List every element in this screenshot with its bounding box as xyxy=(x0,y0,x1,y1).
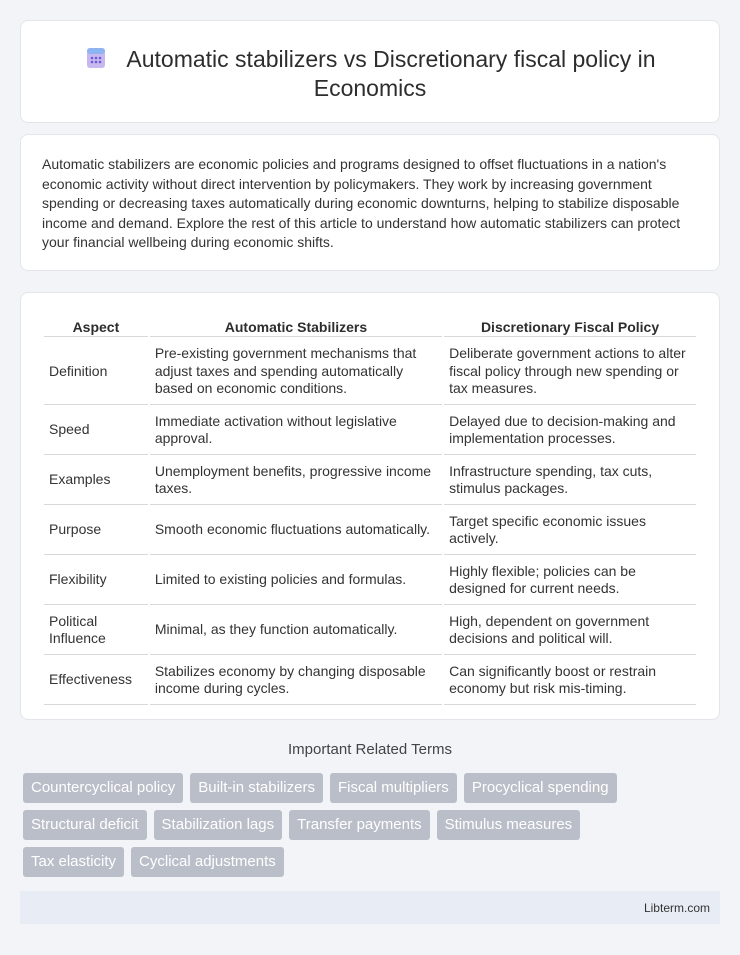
header-automatic-stabilizers: Automatic Stabilizers xyxy=(150,317,442,337)
related-terms-list xyxy=(23,773,663,877)
row-aspect: Speed xyxy=(44,407,148,455)
table-row xyxy=(44,457,696,505)
row-aspect: Flexibility xyxy=(44,557,148,605)
row-discretionary: Delayed due to decision-making and implementation processes. xyxy=(444,407,696,455)
intro-paragraph: Automatic stabilizers are economic policies and programs designed to offset fluctuations in a nation's economic activity without direct intervention by policymakers. They work by increasing government spending or decreasing taxes automatically during economic downturns, helping to stabilize disposable income and demand. Explore the rest of this article to understand how automatic stabilizers can protect your financial wellbeing during economic shifts. xyxy=(42,156,681,251)
row-aspect: Political Influence xyxy=(44,607,148,655)
table-row xyxy=(44,557,696,605)
comparison-table-card xyxy=(20,292,720,720)
document-grid-icon xyxy=(84,46,108,70)
footer-site-link[interactable]: Libterm.com xyxy=(643,901,710,915)
row-automatic: Limited to existing policies and formulas. xyxy=(150,557,442,605)
related-term-tag[interactable]: Cyclical adjustments xyxy=(131,847,284,877)
related-term-tag[interactable]: Structural deficit xyxy=(23,810,147,840)
related-term-tag[interactable]: Tax elasticity xyxy=(23,847,124,877)
row-automatic: Immediate activation without legislative approval. xyxy=(150,407,442,455)
row-aspect: Examples xyxy=(44,457,148,505)
related-term-tag[interactable]: Stabilization lags xyxy=(154,810,283,840)
row-discretionary: Target specific economic issues actively. xyxy=(444,507,696,555)
related-term-tag[interactable]: Countercyclical policy xyxy=(23,773,183,803)
title-line-2: Economics xyxy=(313,75,427,101)
intro-card xyxy=(20,134,720,271)
row-discretionary: High, dependent on government decisions and political will. xyxy=(444,607,696,655)
row-discretionary: Infrastructure spending, tax cuts, stimulus packages. xyxy=(444,457,696,505)
table-row xyxy=(44,339,696,405)
row-automatic: Pre-existing government mechanisms that adjust taxes and spending automatically based on economic conditions. xyxy=(150,339,442,405)
row-discretionary: Can significantly boost or restrain economy but risk mis-timing. xyxy=(444,657,696,705)
related-term-tag[interactable]: Transfer payments xyxy=(289,810,430,840)
row-automatic: Stabilizes economy by changing disposable income during cycles. xyxy=(150,657,442,705)
row-automatic: Smooth economic fluctuations automatically. xyxy=(150,507,442,555)
row-discretionary: Deliberate government actions to alter fiscal policy through new spending or tax measures. xyxy=(444,339,696,405)
table-row xyxy=(44,607,696,655)
row-aspect: Purpose xyxy=(44,507,148,555)
row-automatic: Unemployment benefits, progressive income taxes. xyxy=(150,457,442,505)
related-terms-heading: Important Related Terms xyxy=(288,741,452,758)
row-aspect: Definition xyxy=(44,339,148,405)
related-term-tag[interactable]: Stimulus measures xyxy=(437,810,581,840)
row-discretionary: Highly flexible; policies can be designed for current needs. xyxy=(444,557,696,605)
title-line-1: Automatic stabilizers vs Discretionary fiscal policy in xyxy=(126,46,656,72)
row-automatic: Minimal, as they function automatically. xyxy=(150,607,442,655)
table-header-row xyxy=(44,317,696,337)
page-title xyxy=(21,45,719,103)
table-row xyxy=(44,507,696,555)
related-term-tag[interactable]: Procyclical spending xyxy=(464,773,617,803)
header-discretionary-fiscal-policy: Discretionary Fiscal Policy xyxy=(444,317,696,337)
table-row xyxy=(44,657,696,705)
table-row xyxy=(44,407,696,455)
footer xyxy=(20,891,720,924)
row-aspect: Effectiveness xyxy=(44,657,148,705)
header-aspect: Aspect xyxy=(44,317,148,337)
title-card xyxy=(20,20,720,123)
comparison-table xyxy=(42,315,698,707)
related-term-tag[interactable]: Fiscal multipliers xyxy=(330,773,457,803)
related-term-tag[interactable]: Built-in stabilizers xyxy=(190,773,323,803)
